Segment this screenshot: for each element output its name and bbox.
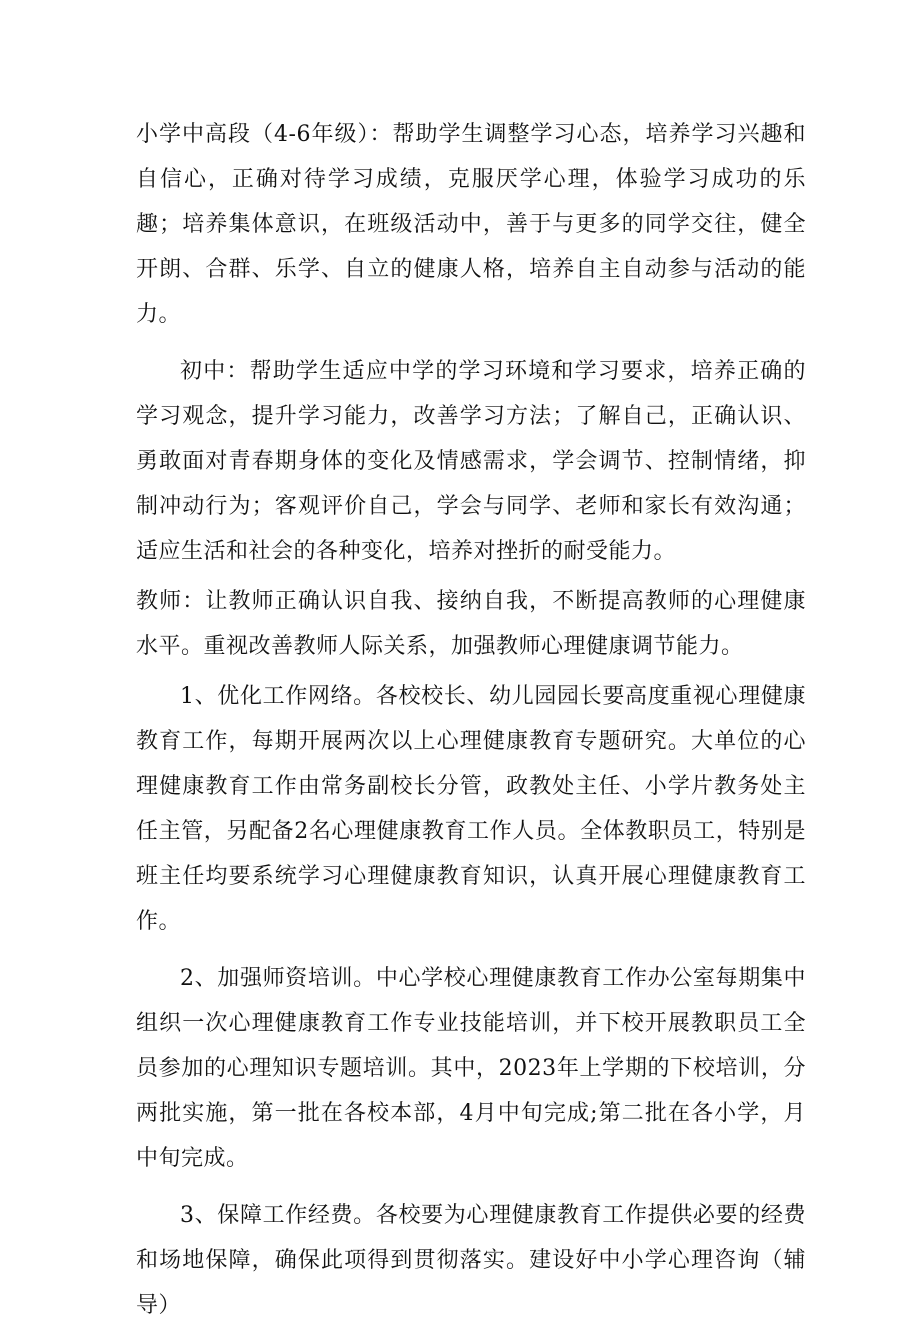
paragraph-optimize-network: 1、优化工作网络。各校校长、幼儿园园长要高度重视心理健康教育工作，每期开展两次以上心理健康教育专题研究。大单位的心理健康教育工作由常务副校长分管，政教处主任、小学片教务处主任主管，另配备2名心理健康教育工作人员。全体教职员工，特别是班主任均要系统学习心理健康教育知识，认真开展心理健康教育工作。	[136, 684, 806, 934]
paragraph-teachers: 教师：让教师正确认识自我、接纳自我，不断提高教师的心理健康水平。重视改善教师人际关系，加强教师心理健康调节能力。	[136, 589, 806, 659]
paragraph-junior-high: 初中：帮助学生适应中学的学习环境和学习要求，培养正确的学习观念，提升学习能力，改善学习方法；了解自己，正确认识、勇敢面对青春期身体的变化及情感需求，学会调节、控制情绪，抑制冲动行为；客观评价自己，学会与同学、老师和家长有效沟通；适应生活和社会的各种变化，培养对挫折的耐受能力。	[136, 359, 806, 564]
document-body	[136, 112, 806, 1333]
paragraph-teacher-training: 2、加强师资培训。中心学校心理健康教育工作办公室每期集中组织一次心理健康教育工作专业技能培训，并下校开展教职员工全员参加的心理知识专题培训。其中，2023年上学期的下校培训，分两批实施，第一批在各校本部，4月中旬完成;第二批在各小学，月中旬完成。	[136, 966, 806, 1171]
paragraph-funding: 3、保障工作经费。各校要为心理健康教育工作提供必要的经费和场地保障，确保此项得到贯彻落实。建设好中小学心理咨询（辅导）	[136, 1203, 806, 1318]
paragraph-upper-primary: 小学中高段（4-6年级）：帮助学生调整学习心态，培养学习兴趣和自信心，正确对待学习成绩，克服厌学心理，体验学习成功的乐趣；培养集体意识，在班级活动中，善于与更多的同学交往，健全开朗、合群、乐学、自立的健康人格，培养自主自动参与活动的能力。	[136, 122, 806, 327]
